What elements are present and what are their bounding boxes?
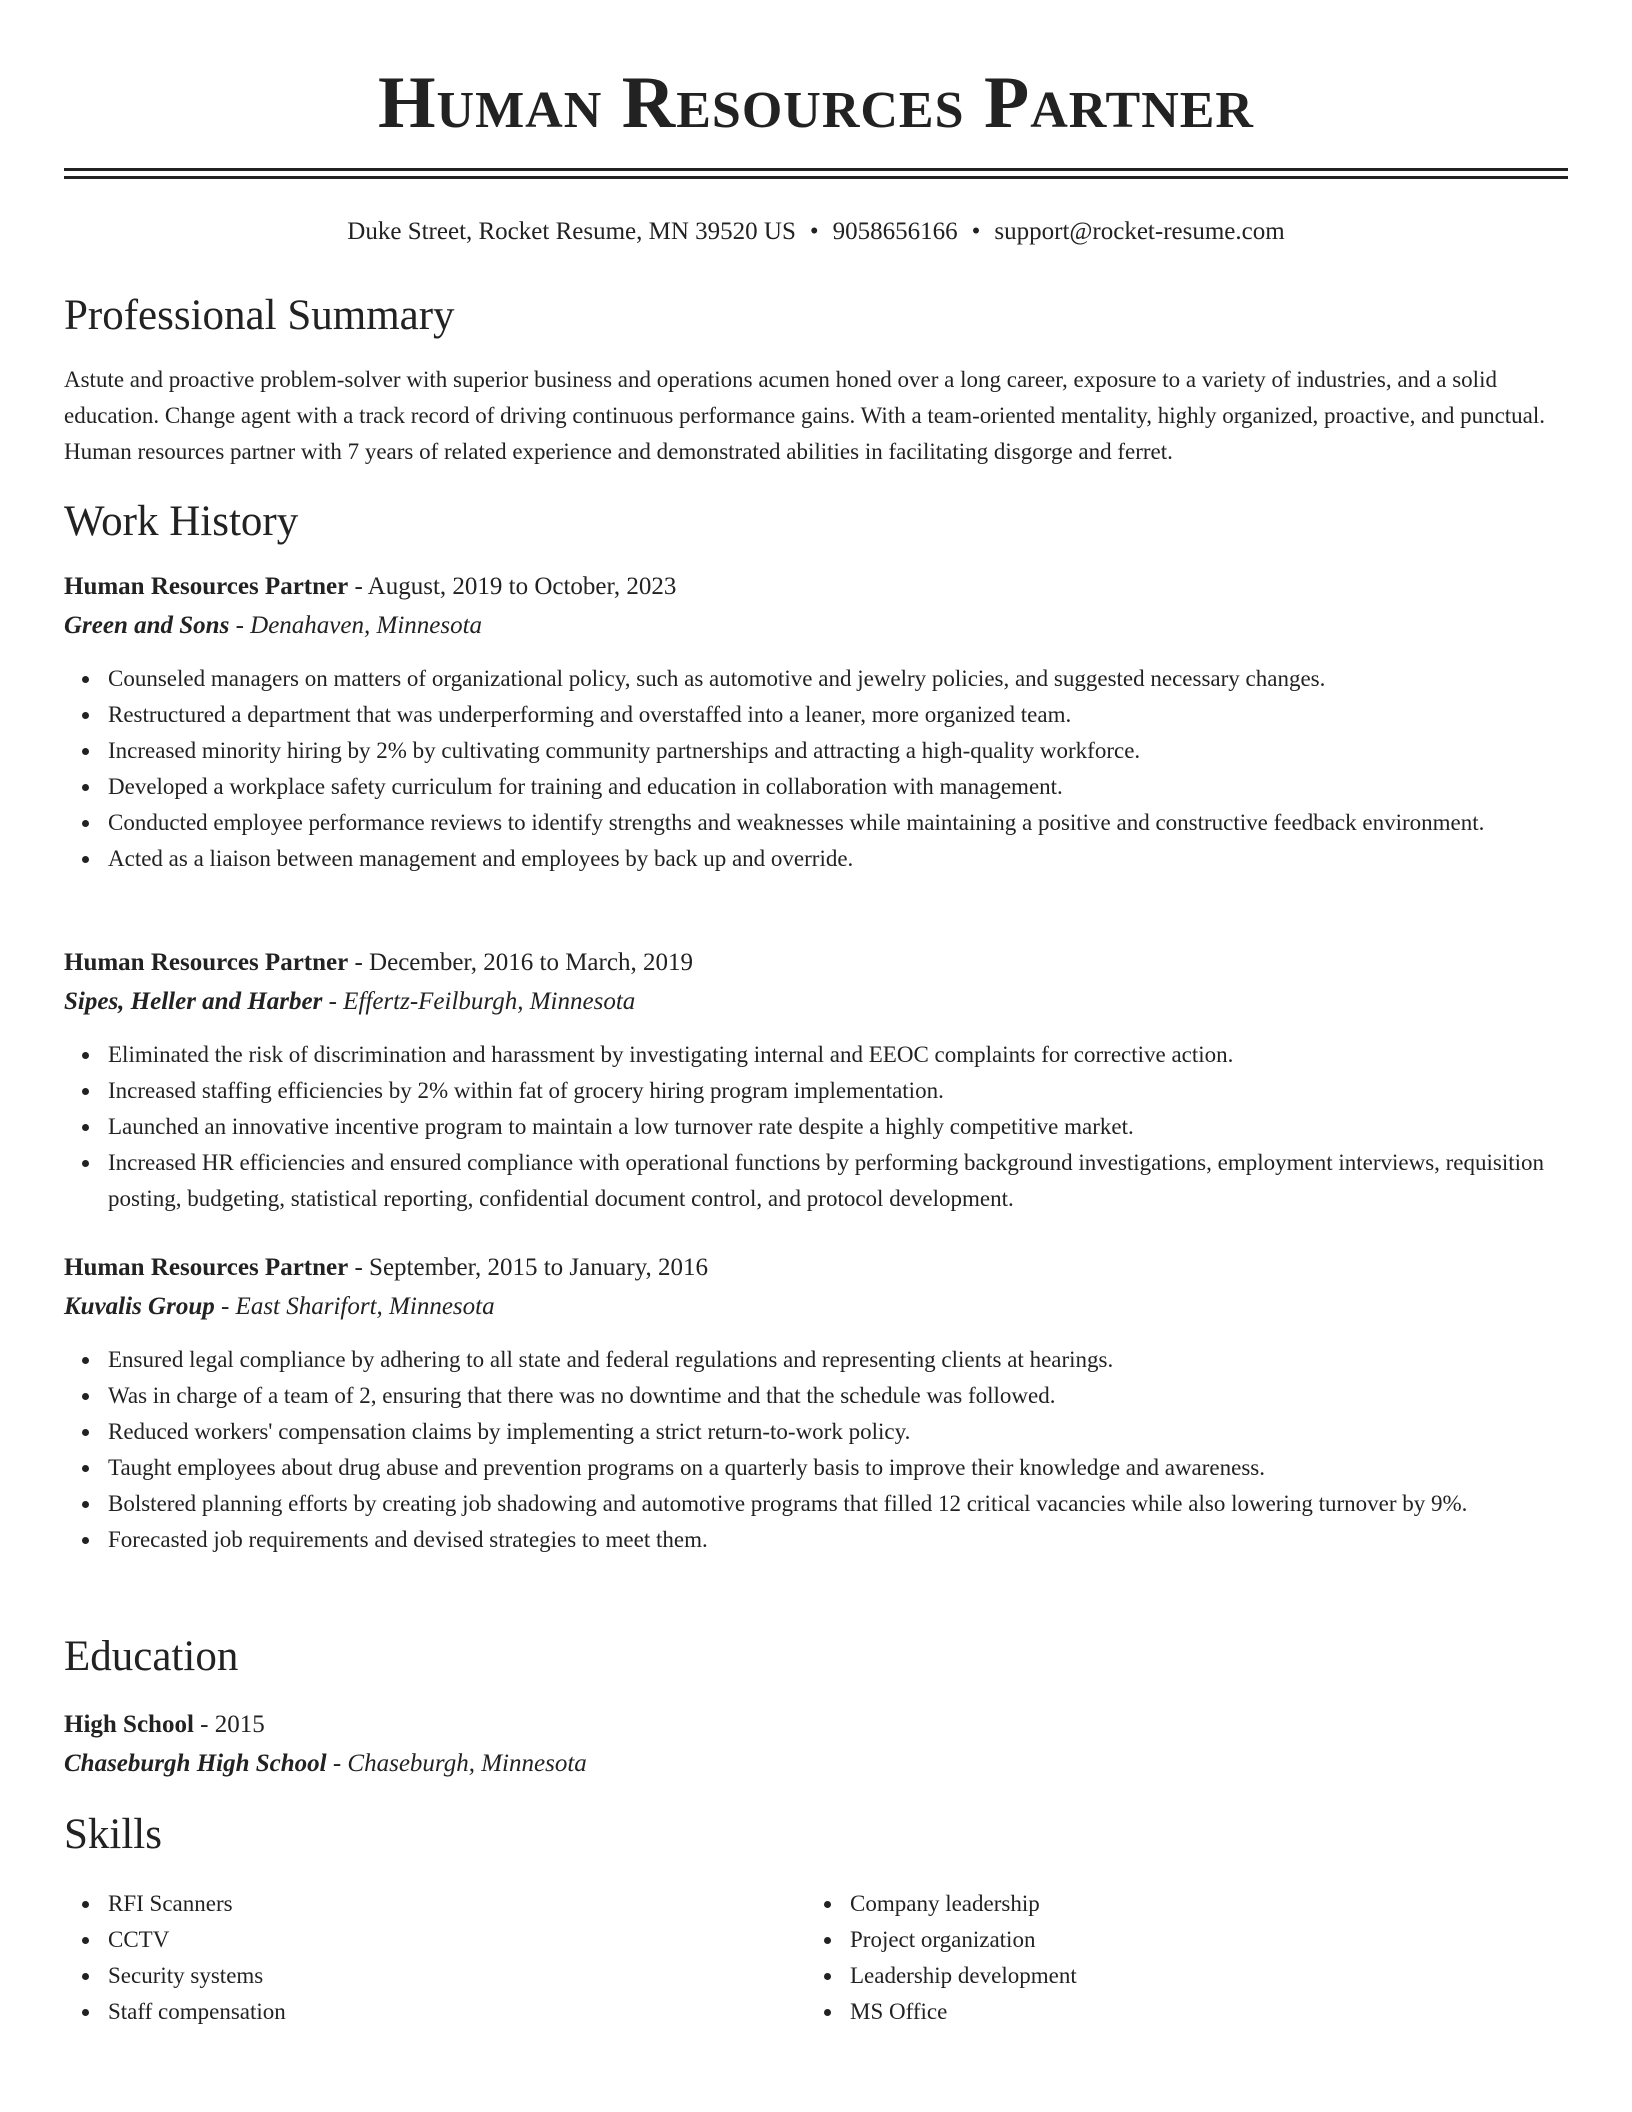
education-school-line: [64, 1746, 1564, 1782]
list-item: Eliminated the risk of discrimination and harassment by investigating internal and EEOC complaints for corrective action.: [108, 1037, 1608, 1073]
list-item: Launched an innovative incentive program to maintain a low turnover rate despite a highly competitive market.: [108, 1109, 1608, 1145]
contact-address: Duke Street, Rocket Resume, MN 39520 US: [347, 218, 796, 245]
list-item: Increased HR efficiencies and ensured compliance with operational functions by performing background investigations, employment interviews, requisition posting, budgeting, statistical reporting, confidential document control, and protocol development.: [108, 1145, 1608, 1217]
list-item: Restructured a department that was underperforming and overstaffed into a leaner, more organized team.: [108, 697, 1608, 733]
skill-item: Staff compensation: [108, 1994, 1608, 2030]
list-item: Developed a workplace safety curriculum for training and education in collaboration with management.: [108, 769, 1608, 805]
contact-email: support@rocket-resume.com: [994, 218, 1285, 245]
job-dates: - December, 2016 to March, 2019: [348, 949, 693, 976]
education-location: - Chaseburgh, Minnesota: [326, 1750, 587, 1777]
contact-line: [0, 214, 1632, 250]
list-item: Counseled managers on matters of organizational policy, such as automotive and jewelry policies, and suggested necessary changes.: [108, 661, 1608, 697]
job-title: Human Resources Partner: [64, 949, 349, 976]
job-header: [64, 945, 1564, 981]
job-location: - Effertz-Feilburgh, Minnesota: [322, 988, 636, 1015]
job-bullets: [64, 1037, 1608, 1217]
job-title: Human Resources Partner: [64, 573, 349, 600]
resume-title: Human Resources Partner: [377, 62, 1254, 144]
job-employer: [64, 984, 1564, 1020]
job-location: - East Sharifort, Minnesota: [214, 1293, 495, 1320]
list-item: Forecasted job requirements and devised strategies to meet them.: [108, 1522, 1608, 1558]
skill-item: RFI Scanners: [108, 1886, 1608, 1922]
job-company: Sipes, Heller and Harber: [64, 988, 323, 1015]
education-heading: Education: [64, 1633, 239, 1680]
job-location: - Denahaven, Minnesota: [229, 612, 483, 639]
skills-list-right: [806, 1886, 1632, 2030]
list-item: Ensured legal compliance by adhering to all state and federal regulations and representing clients at hearings.: [108, 1342, 1608, 1378]
title-rule-bottom: [64, 176, 1568, 179]
skill-item: MS Office: [850, 1994, 1632, 2030]
job-header: [64, 569, 1564, 605]
list-item: Was in charge of a team of 2, ensuring that there was no downtime and that the schedule was followed.: [108, 1378, 1608, 1414]
list-item: Reduced workers' compensation claims by implementing a strict return-to-work policy.: [108, 1414, 1608, 1450]
education-year: - 2015: [193, 1711, 265, 1738]
job-bullets: [64, 661, 1608, 877]
job-dates: - September, 2015 to January, 2016: [348, 1254, 709, 1281]
education-school: Chaseburgh High School: [64, 1750, 327, 1777]
job-dates: - August, 2019 to October, 2023: [348, 573, 677, 600]
title-rule-top: [64, 168, 1568, 171]
work-history-heading: Work History: [64, 498, 299, 545]
list-item: Bolstered planning efforts by creating job shadowing and automotive programs that filled 12 critical vacancies while also lowering turnover by 9%.: [108, 1486, 1608, 1522]
education-header: [64, 1707, 1564, 1743]
job-bullets: [64, 1342, 1608, 1558]
list-item: Conducted employee performance reviews to identify strengths and weaknesses while maintaining a positive and constructive feedback environment.: [108, 805, 1608, 841]
skills-heading: Skills: [64, 1811, 162, 1858]
skill-item: Company leadership: [850, 1886, 1632, 1922]
job-company: Green and Sons: [64, 612, 230, 639]
skill-item: Leadership development: [850, 1958, 1632, 1994]
contact-phone: 9058656166: [832, 218, 958, 245]
education-degree: High School: [64, 1711, 194, 1738]
summary-text: Astute and proactive problem-solver with superior business and operations acumen honed over a long career, exposure to a variety of industries, and a solid education. Change agent with a track record of driving continuous performance gains. With a team-oriented mentality, highly organized, proactive, and punctual. Human resources partner with 7 years of related experience and demonstrated abilities in facilitating disgorge and ferret.: [64, 367, 1546, 464]
job-company: Kuvalis Group: [64, 1293, 215, 1320]
skill-item: Security systems: [108, 1958, 1608, 1994]
list-item: Acted as a liaison between management and employees by back up and override.: [108, 841, 1608, 877]
job-employer: [64, 1289, 1564, 1325]
skill-item: Project organization: [850, 1922, 1632, 1958]
job-employer: [64, 608, 1564, 644]
summary-heading: Professional Summary: [64, 292, 455, 339]
job-title: Human Resources Partner: [64, 1254, 349, 1281]
job-header: [64, 1250, 1564, 1286]
contact-separator: •: [971, 218, 981, 245]
contact-separator: •: [809, 218, 819, 245]
list-item: Taught employees about drug abuse and prevention programs on a quarterly basis to improve their knowledge and awareness.: [108, 1450, 1608, 1486]
list-item: Increased minority hiring by 2% by cultivating community partnerships and attracting a high-quality workforce.: [108, 733, 1608, 769]
skill-item: CCTV: [108, 1922, 1608, 1958]
list-item: Increased staffing efficiencies by 2% within fat of grocery hiring program implementation.: [108, 1073, 1608, 1109]
